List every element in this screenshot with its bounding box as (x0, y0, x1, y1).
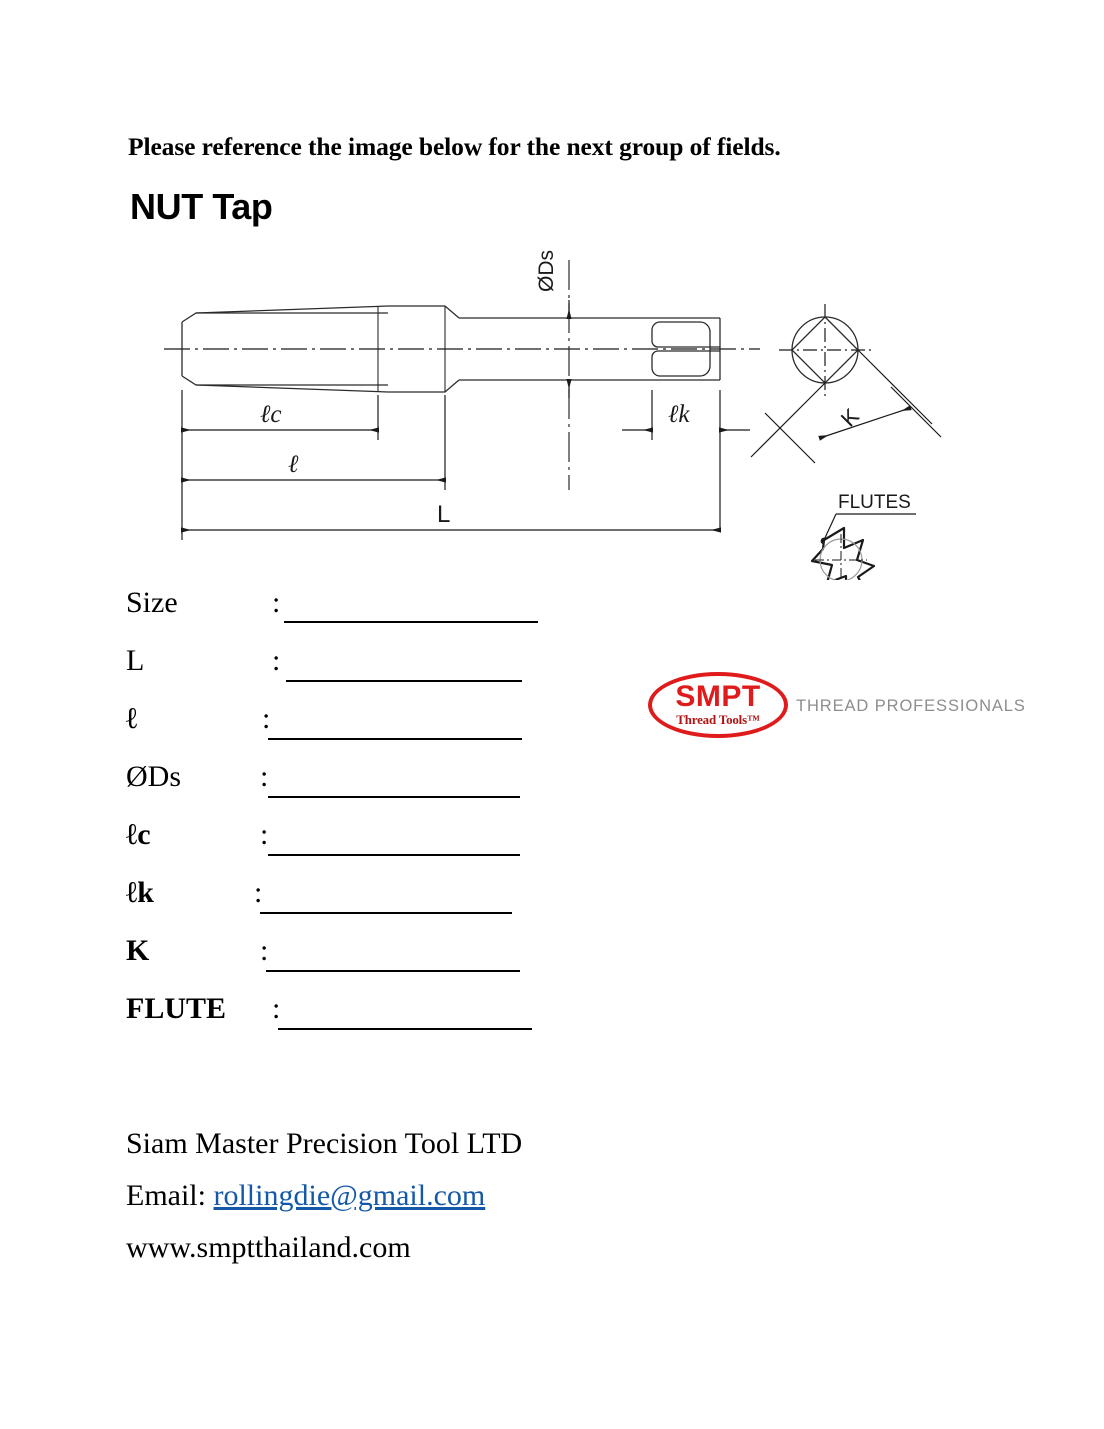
field-row-chamfer-length (126, 815, 596, 873)
field-colon-shank-diameter: : (260, 760, 269, 793)
intro-text: Please reference the image below for the next group of fields. (128, 132, 781, 161)
field-label-shank-diameter: ØDs (126, 760, 182, 793)
field-label-size: Size (126, 586, 178, 619)
email-line (126, 1170, 522, 1222)
email-link[interactable]: rollingdie@gmail.com (213, 1179, 486, 1212)
field-row-shank-diameter (126, 757, 596, 815)
field-input-flute[interactable] (278, 1028, 532, 1030)
field-input-thread-length[interactable] (268, 738, 522, 740)
field-input-square-length[interactable] (260, 912, 512, 914)
company-name: Siam Master Precision Tool LTD (126, 1127, 523, 1160)
field-colon-flute: : (272, 992, 281, 1025)
field-label-chamfer-length: ℓc (126, 818, 151, 851)
field-colon-chamfer-length: : (260, 818, 269, 851)
svg-text:ℓ: ℓ (288, 451, 299, 478)
field-input-shank-diameter[interactable] (268, 796, 520, 798)
field-input-size[interactable] (284, 621, 538, 623)
field-colon-l: : (272, 644, 281, 677)
field-label-l: L (126, 644, 145, 677)
field-row-l (126, 641, 596, 699)
field-colon-square-size: : (260, 934, 269, 967)
field-row-thread-length (126, 699, 596, 757)
website-text: www.smptthailand.com (126, 1231, 411, 1264)
field-label-thread-length: ℓ (126, 702, 138, 735)
tap-technical-drawing (160, 240, 990, 580)
field-input-l[interactable] (286, 680, 522, 682)
field-row-square-size (126, 931, 596, 989)
email-label: Email: (126, 1179, 214, 1212)
svg-text:K: K (835, 403, 864, 432)
specification-fields (126, 583, 596, 1047)
logo-brand-text: SMPT (675, 680, 761, 713)
smpt-logo (648, 668, 1026, 748)
svg-text:FLUTES: FLUTES (838, 492, 911, 513)
field-label-square-size: K (126, 934, 150, 967)
field-row-square-length (126, 873, 596, 931)
field-colon-square-length: : (254, 876, 263, 909)
field-colon-thread-length: : (262, 702, 271, 735)
field-input-square-size[interactable] (266, 970, 520, 972)
svg-text:ℓk: ℓk (668, 401, 690, 428)
field-label-square-length: ℓk (126, 876, 154, 909)
field-colon-size: : (272, 586, 281, 619)
svg-text:ØDs: ØDs (535, 250, 558, 292)
page-title: NUT Tap (130, 186, 273, 227)
field-row-flute (126, 989, 596, 1047)
logo-subbrand-text: Thread Tools™ (676, 712, 760, 727)
field-input-chamfer-length[interactable] (268, 854, 520, 856)
field-row-size (126, 583, 596, 641)
svg-text:L: L (437, 501, 451, 528)
field-label-flute: FLUTE (126, 992, 227, 1025)
footer-contact (126, 1118, 522, 1274)
svg-text:ℓc: ℓc (260, 401, 282, 428)
logo-tagline: THREAD PROFESSIONALS (796, 697, 1026, 715)
